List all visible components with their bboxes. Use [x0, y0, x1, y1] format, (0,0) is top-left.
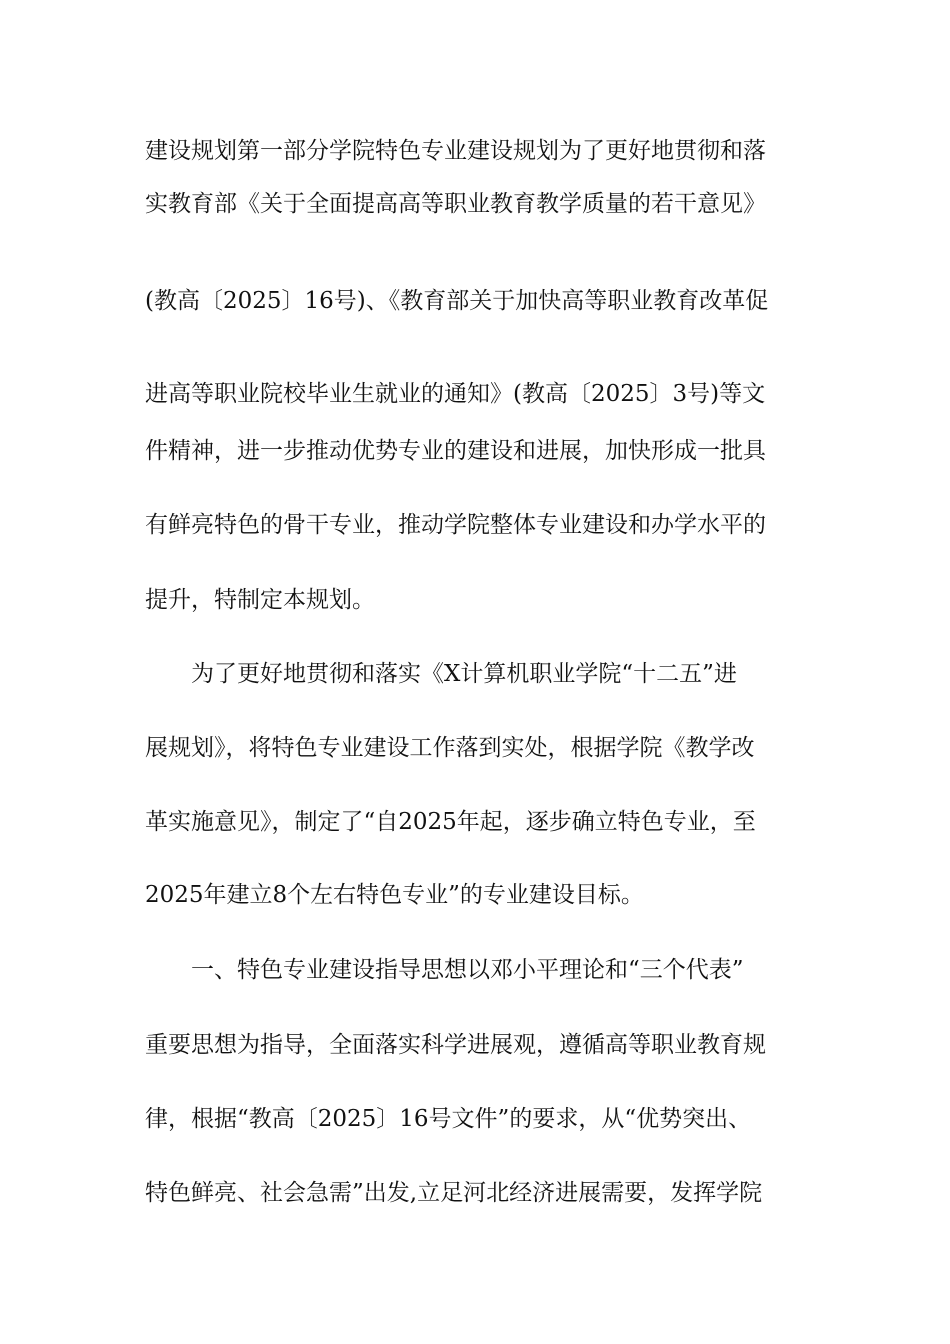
text-line: 实教育部《关于全面提高高等职业教育教学质量的若干意见》	[145, 191, 766, 217]
text-line: 重要思想为指导，全面落实科学进展观，遵循高等职业教育规	[145, 1032, 766, 1058]
text-line: 律，根据“教高〔2025〕16号文件”的要求，从“优势突出、	[145, 1106, 752, 1132]
text-line: 特色鲜亮、社会急需”出发,立足河北经济进展需要，发挥学院	[145, 1180, 763, 1206]
text-line: 进高等职业院校毕业生就业的通知》(教高〔2025〕3号)等文	[145, 381, 766, 407]
text-line: 革实施意见》，制定了“自2025年起，逐步确立特色专业，至	[145, 809, 756, 835]
text-line: 有鲜亮特色的骨干专业，推动学院整体专业建设和办学水平的	[145, 512, 766, 538]
text-line: 件精神，进一步推动优势专业的建设和进展，加快形成一批具	[145, 438, 766, 464]
text-line: 一、特色专业建设指导思想以邓小平理论和“三个代表”	[145, 957, 744, 983]
text-line: (教高〔2025〕16号)、《教育部关于加快高等职业教育改革促	[145, 288, 769, 314]
text-line: 2025年建立8个左右特色专业”的专业建设目标。	[145, 882, 644, 908]
text-line: 提升，特制定本规划。	[145, 587, 375, 613]
text-line: 展规划》，将特色专业建设工作落到实处，根据学院《教学改	[145, 735, 755, 761]
text-line: 为了更好地贯彻和落实《X计算机职业学院“十二五”进	[145, 661, 737, 687]
text-line: 建设规划第一部分学院特色专业建设规划为了更好地贯彻和落	[145, 138, 766, 164]
